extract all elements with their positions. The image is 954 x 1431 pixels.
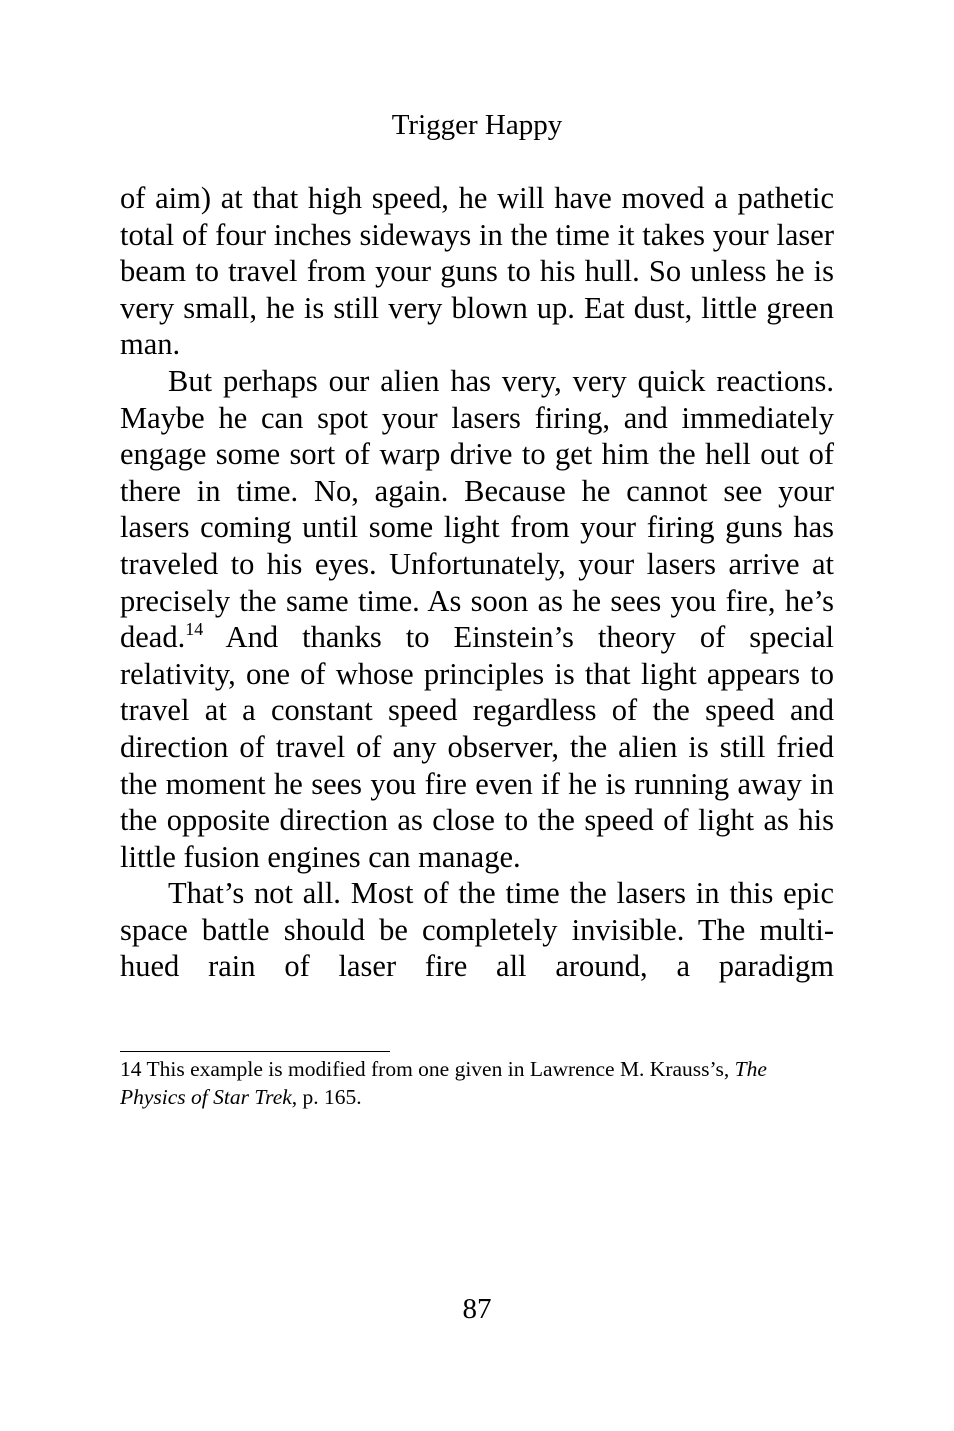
footnote xyxy=(120,1055,834,1111)
page-number: 87 xyxy=(462,1293,492,1325)
body-text xyxy=(120,180,834,985)
footnote-text: , p. 165. xyxy=(291,1085,362,1109)
footnote-reference: 14 xyxy=(185,619,204,640)
paragraph-text: And thanks to Einstein’s theory of special relativity, one of whose principles is that light appears to travel at a constant speed regardless of the speed and direction of travel of any observer, the alien is still fried the moment he sees you fire even if he is running away in the opposite direction as close to the speed of light as his little fusion engines can manage. xyxy=(120,620,834,874)
paragraph-text: But perhaps our alien has very, very quick reactions. Maybe he can spot your lasers firing, and immediately engage some sort of warp drive to get him the hell out of there in time. No, again. Because he cannot see your lasers coming until some light from your firing guns has traveled to his eyes. Unfortunately, your lasers arrive at precisely the same time. As soon as he sees you fire, he’s dead. xyxy=(120,363,834,655)
paragraph xyxy=(120,363,834,875)
paragraph: of aim) at that high speed, he will have moved a pathetic total of four inches sideways in the time it takes your laser beam to travel from your guns to his hull. So unless he is very small, he is still very blown up. Eat dust, little green man. xyxy=(120,181,834,362)
footnote-text: 14 This example is modified from one given in Lawrence M. Krauss’s, xyxy=(120,1057,735,1081)
footnote-separator xyxy=(120,1051,390,1052)
paragraph: That’s not all. Most of the time the lasers in this epic space battle should be completely invisible. The multi-hued rain of laser fire all around, a paradigm xyxy=(120,876,834,984)
footnote-book-title: The Physics of Star Trek xyxy=(120,1057,767,1109)
running-head: Trigger Happy xyxy=(391,109,563,141)
